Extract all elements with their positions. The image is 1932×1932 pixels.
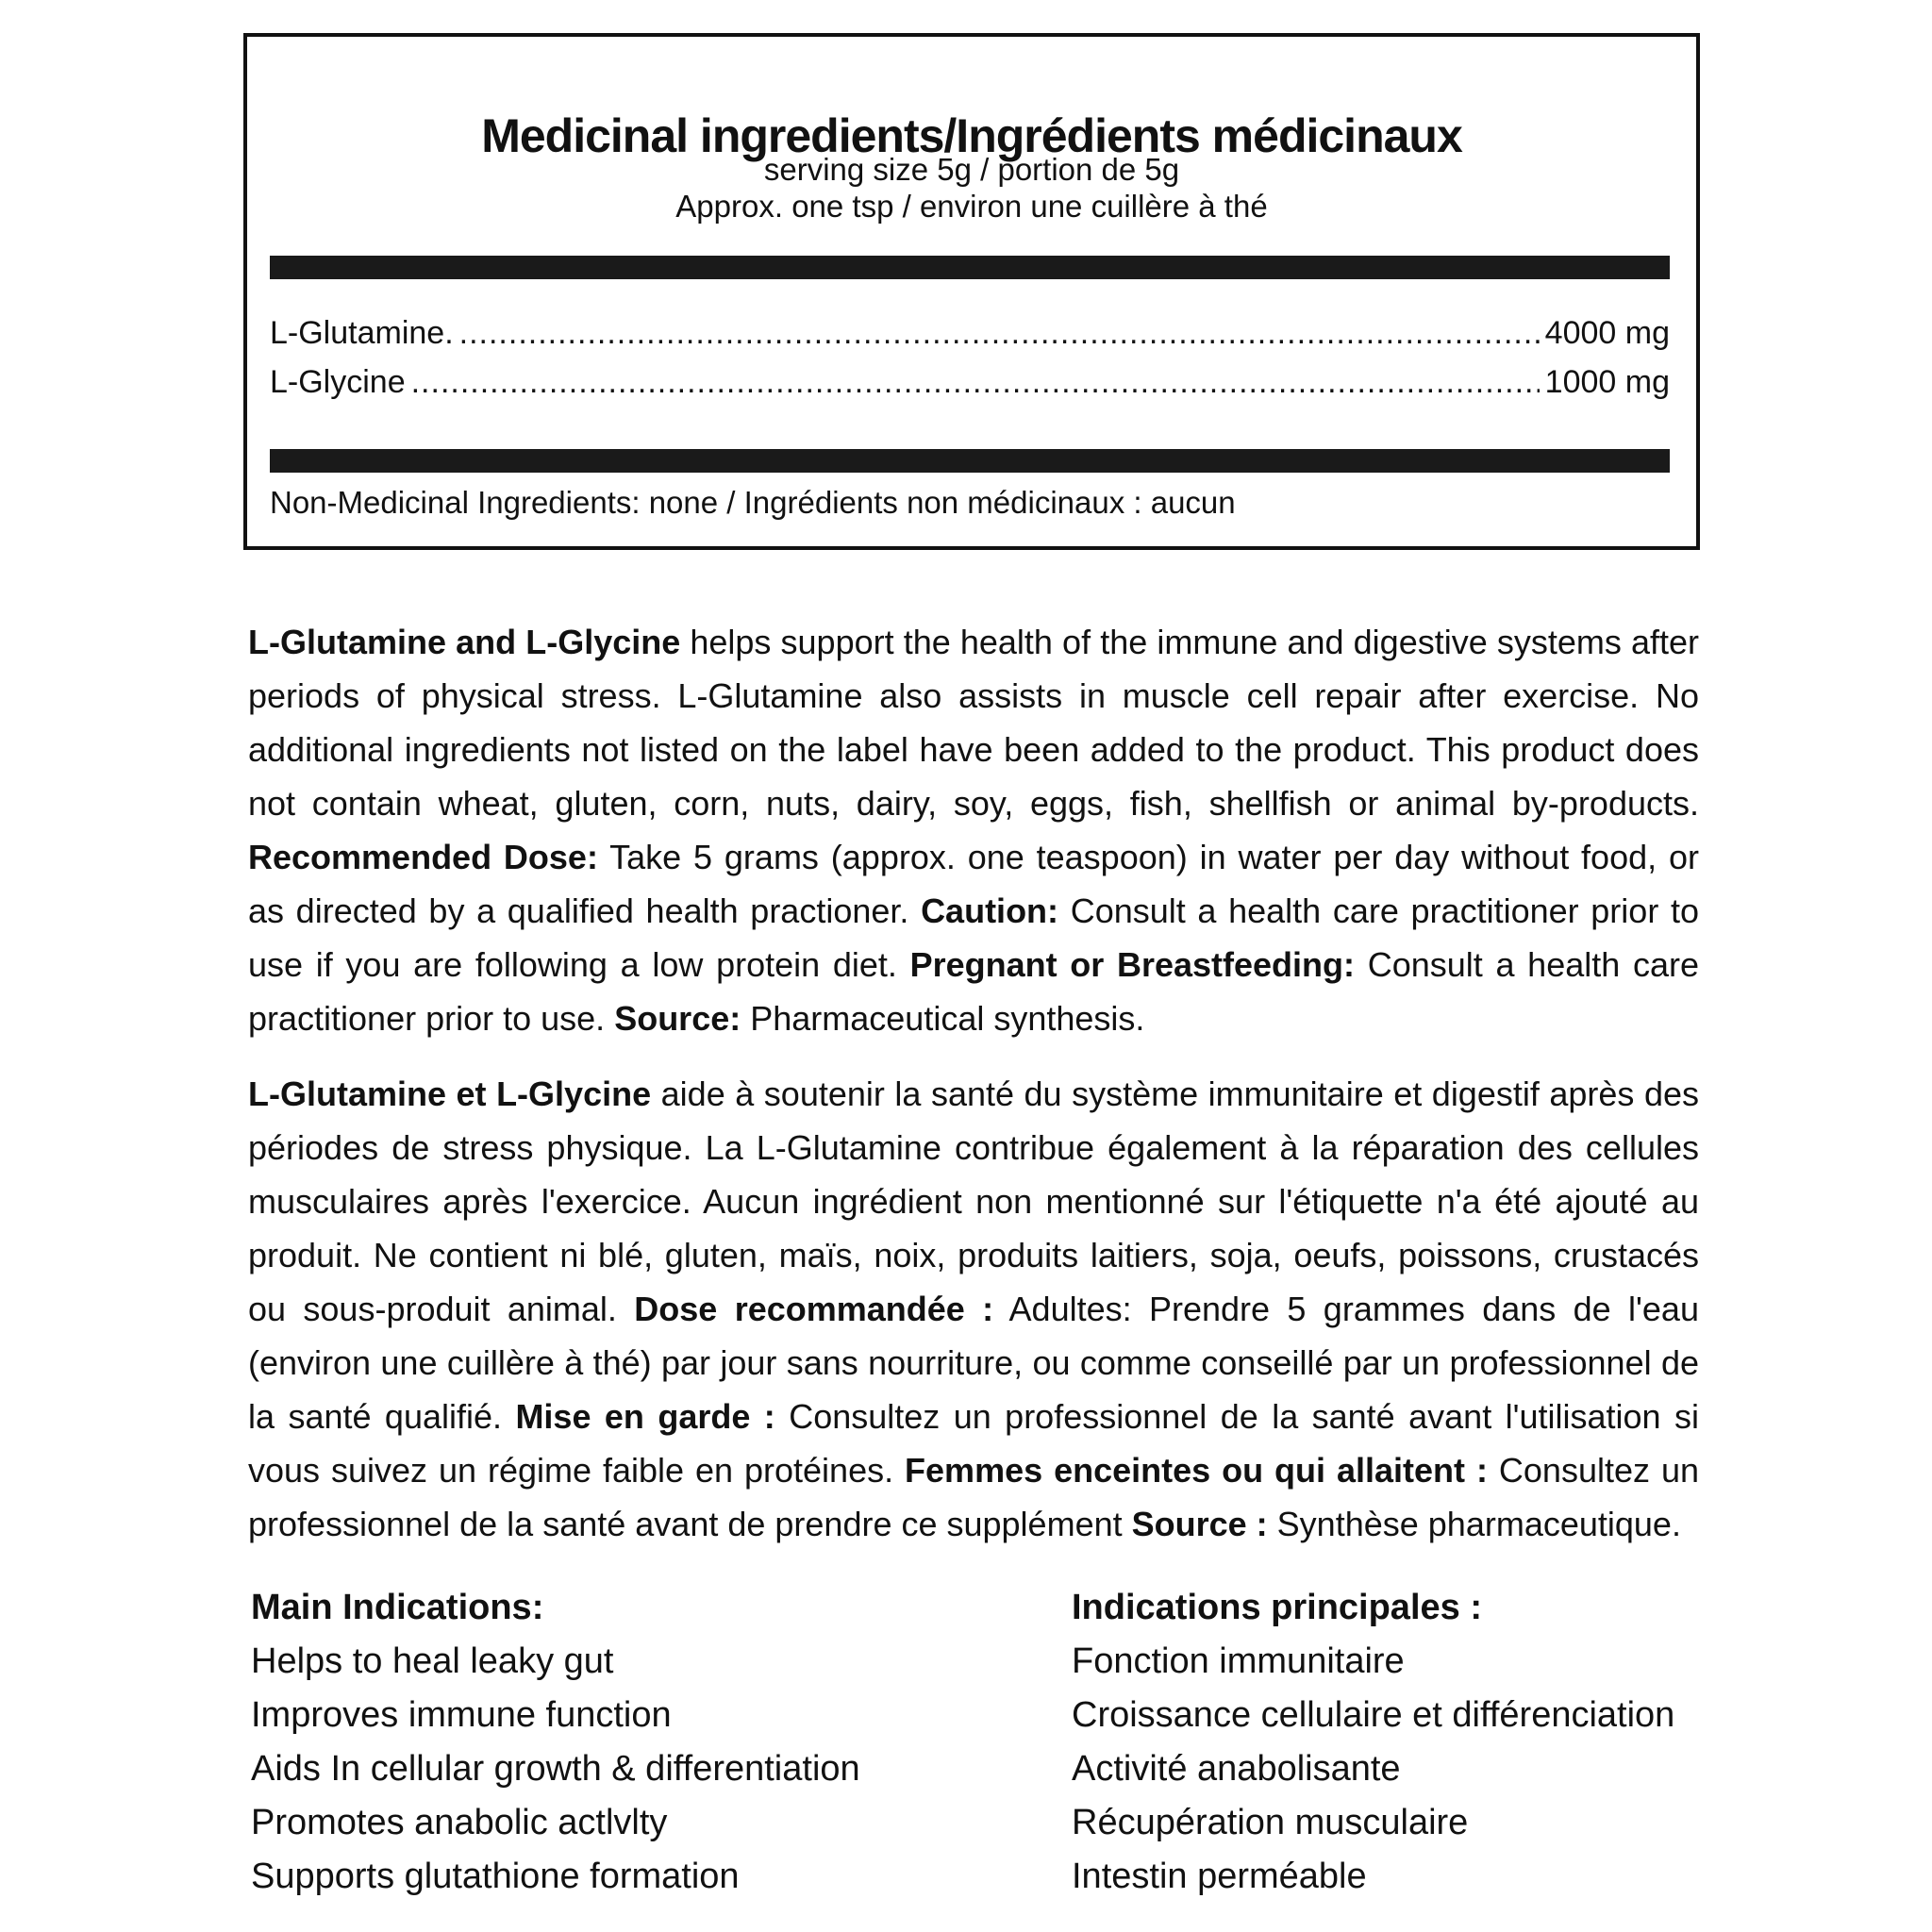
list-item: Récupération musculaire — [1072, 1803, 1469, 1842]
list-item: Fonction immunitaire — [1072, 1641, 1405, 1681]
list-item: Aids In cellular growth & differentiation — [251, 1749, 860, 1789]
list-item: Intestin perméable — [1072, 1857, 1367, 1896]
panel-title: Medicinal ingredients/Ingrédients médicinaux — [481, 109, 1462, 162]
caution-text: Consult a health care practitioner prior to use if you are following a low protein diet. — [248, 891, 1699, 984]
list-item: Supports glutathione formation — [251, 1857, 740, 1896]
dot-leader — [411, 366, 1540, 398]
source-text: Pharmaceutical synthesis. — [741, 999, 1145, 1038]
ingredient-amount: 4000 mg — [1544, 315, 1670, 351]
ingredient-row — [270, 317, 1670, 349]
source-label: Source: — [614, 999, 741, 1038]
pregnant-text: Consultez un professionnel de la santé avant de prendre ce supplément — [248, 1451, 1699, 1543]
lead-bold: L-Glutamine and L-Glycine — [248, 623, 681, 661]
ingredient-name: L-Glycine — [270, 364, 406, 400]
caution-text: Consultez un professionnel de la santé avant l'utilisation si vous suivez un régime faible en protéines. — [248, 1397, 1699, 1490]
description-text: aide à soutenir la santé du système immunitaire et digestif après des périodes de stress physique. La L-Glutamine contribue également à la réparation des cellules musculaires après l'exercice. Aucun ingrédient non mentionné sur l'étiquette n'a été ajouté au produit. Ne contient ni blé, gluten, maïs, noix, produits laitiers, soja, oeufs, poissons, crustacés ou sous-produit animal. — [248, 1074, 1700, 1328]
main-indications-list — [251, 1581, 860, 1904]
list-item: Activité anabolisante — [1072, 1749, 1401, 1789]
dose-text: Adultes: Prendre 5 grammes dans de l'eau (environ une cuillère à thé) par jour sans nourriture, ou comme conseillé par un professionnel de la santé qualifié. — [248, 1290, 1699, 1436]
list-item: Improves immune function — [251, 1695, 672, 1735]
list-item: Croissance cellulaire et différenciation — [1072, 1695, 1675, 1735]
pregnant-label: Femmes enceintes ou qui allaitent : — [905, 1451, 1488, 1490]
ingredient-name: L-Glutamine. — [270, 315, 454, 351]
description-text: helps support the health of the immune and digestive systems after periods of physical stress. L-Glutamine also assists in muscle cell repair after exercise. No additional ingredients not listed on the label have been added to the product. This product does not contain wheat, gluten, corn, nuts, dairy, soy, eggs, fish, shellfish or animal by-products. — [248, 623, 1699, 823]
pregnant-text: Consult a health care practitioner prior to use. — [248, 945, 1699, 1038]
divider-bar-top — [270, 256, 1670, 279]
list-item: Helps to heal leaky gut — [251, 1641, 614, 1681]
french-description — [248, 1067, 1699, 1551]
indications-principales-list — [1072, 1581, 1674, 1904]
list-item: Promotes anabolic actlvlty — [251, 1803, 668, 1842]
pregnant-label: Pregnant or Breastfeeding: — [909, 945, 1356, 984]
serving-size: serving size 5g / portion de 5g — [763, 152, 1180, 187]
non-medicinal-ingredients: Non-Medicinal Ingredients: none / Ingrédients non médicinaux : aucun — [270, 485, 1236, 520]
approx-serving: Approx. one tsp / environ une cuillère à thé — [675, 189, 1268, 224]
source-label: Source : — [1131, 1505, 1268, 1543]
indications-heading: Main Indications: — [251, 1588, 544, 1627]
caution-label: Caution: — [921, 891, 1059, 930]
source-text: Synthèse pharmaceutique. — [1267, 1505, 1681, 1543]
dose-label: Dose recommandée : — [634, 1290, 994, 1328]
ingredient-row — [270, 366, 1670, 398]
ingredient-amount: 1000 mg — [1544, 364, 1670, 400]
english-description — [248, 615, 1699, 1045]
lead-bold: L-Glutamine et L-Glycine — [248, 1074, 652, 1113]
dose-label: Recommended Dose: — [248, 838, 598, 876]
dose-text: Take 5 grams (approx. one teaspoon) in water per day without food, or as directed by a qualified health practioner. — [248, 838, 1699, 930]
caution-label: Mise en garde : — [515, 1397, 775, 1436]
dot-leader — [459, 317, 1540, 349]
divider-bar-bottom — [270, 449, 1670, 473]
indications-heading: Indications principales : — [1072, 1588, 1482, 1627]
